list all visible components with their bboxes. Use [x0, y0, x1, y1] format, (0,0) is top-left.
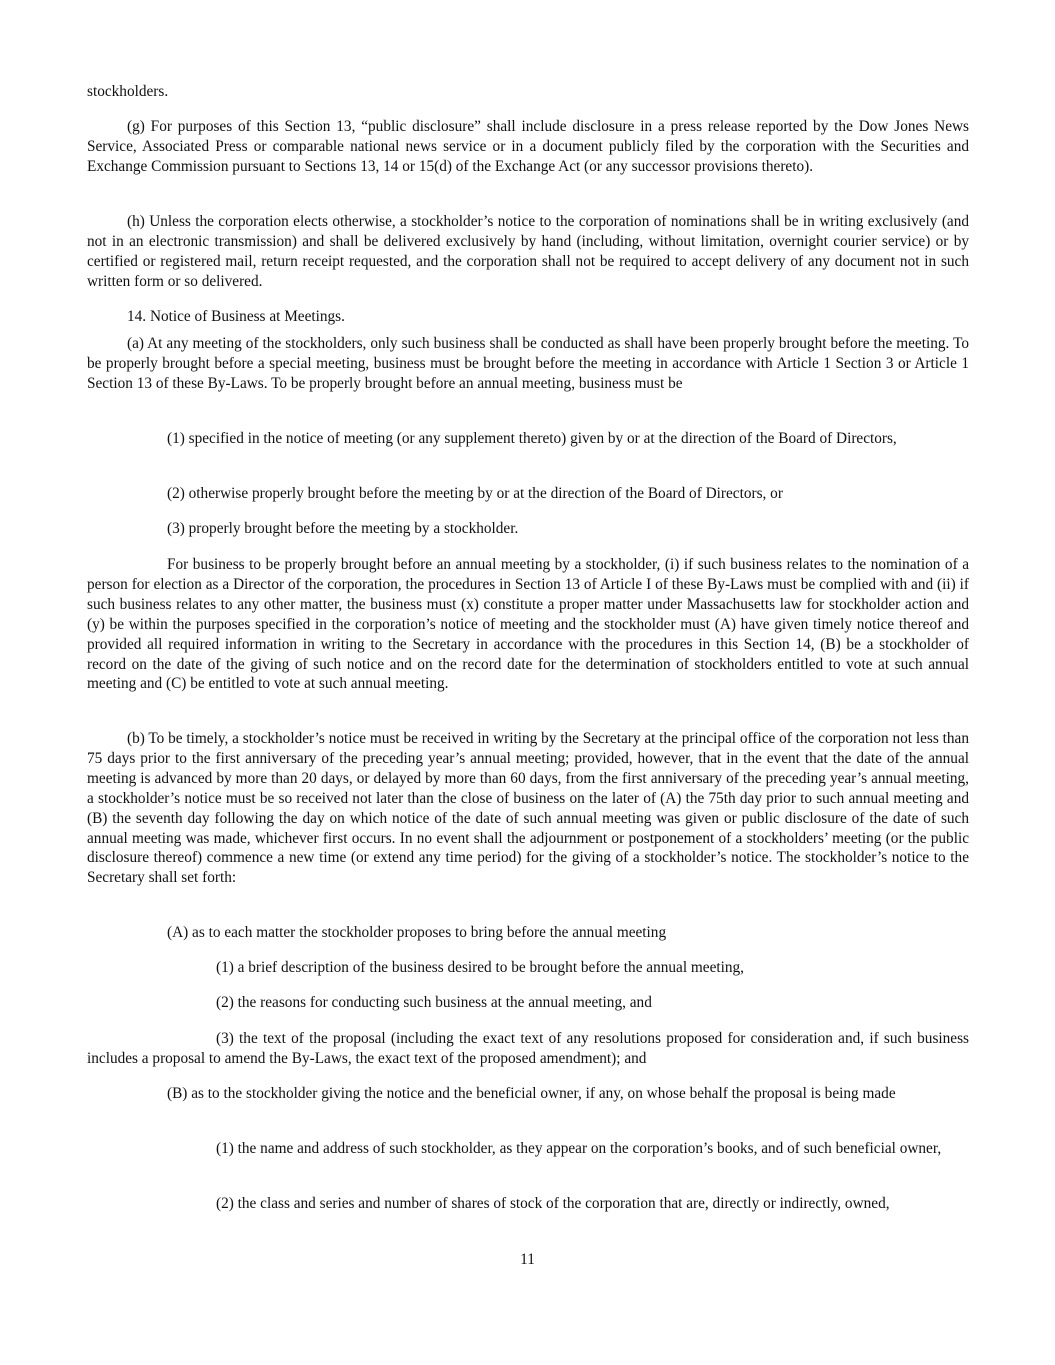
item-14a-2: (2) otherwise properly brought before the meeting by or at the direction of the Board of Directors, or [167, 485, 783, 502]
item-14b-A-1: (1) a brief description of the business desired to be brought before the annual meeting, [216, 959, 745, 976]
item-14b-A-3: (3) the text of the proposal (including the exact text of any resolutions proposed for consideration and, if such business includes a proposal to amend the By-Laws, the exact text of the proposed amendment); and [87, 1030, 969, 1067]
item-14b-B-2: (2) the class and series and number of shares of stock of the corporation that are, directly or indirectly, owned, [216, 1195, 890, 1212]
item-14a-3: (3) properly brought before the meeting by a stockholder. [167, 520, 519, 537]
item-14b-B-1: (1) the name and address of such stockholder, as they appear on the corporation’s books, and of such beneficial owner, [216, 1140, 942, 1157]
item-14a-1: (1) specified in the notice of meeting (or any supplement thereto) given by or at the direction of the Board of Directors, [167, 430, 897, 447]
page-number: 11 [520, 1251, 535, 1268]
section-heading-14: 14. Notice of Business at Meetings. [127, 308, 345, 325]
paragraph-business-requirements: For business to be properly brought before an annual meeting by a stockholder, (i) if such business relates to the nomination of a person for election as a Director of the corporation, the procedures in Section 13 of Article I of these By-Laws must be complied with and (ii) if such business relates to any other matter, the business must (x) constitute a proper matter under Massachusetts law for stockholder action and (y) be within the purposes specified in the corporation’s notice of meeting and the stockholder must (A) have given timely notice thereof and provided all required information in writing to the Secretary in accordance with the procedures in this Section 14, (B) be a stockholder of record on the date of the giving of such notice and on the record date for the determination of stockholders entitled to vote at such annual meeting and (C) be entitled to vote at such annual meeting. [87, 556, 969, 693]
item-14b-A-2: (2) the reasons for conducting such business at the annual meeting, and [216, 994, 652, 1011]
paragraph-14b: (b) To be timely, a stockholder’s notice must be received in writing by the Secretary at the principal office of the corporation not less than 75 days prior to the first anniversary of the preceding year’s annual meeting; provided, however, that in the event that the date of the annual meeting is advanced by more than 20 days, or delayed by more than 60 days, from the first anniversary of the preceding year’s annual meeting, a stockholder’s notice must be so received not later than the close of business on the later of (A) the 75th day prior to such annual meeting and (B) the seventh day following the day on which notice of the date of such annual meeting was given or public disclosure of the date of such annual meeting was made, whichever first occurs. In no event shall the adjournment or postponement of a stockholders’ meeting (or the public disclosure thereof) commence a new time (or extend any time period) for the giving of a stockholder’s notice. The stockholder’s notice to the Secretary shall set forth: [87, 730, 969, 887]
paragraph-13h: (h) Unless the corporation elects otherwise, a stockholder’s notice to the corporation of nominations shall be in writing exclusively (and not in an electronic transmission) and shall be delivered exclusively by hand (including, without limitation, overnight courier service) or by certified or registered mail, return receipt requested, and the corporation shall not be required to accept delivery of any document not in such written form or so delivered. [87, 213, 969, 290]
paragraph-continuation: stockholders. [87, 83, 169, 100]
paragraph-14a: (a) At any meeting of the stockholders, only such business shall be conducted as shall have been properly brought before the meeting. To be properly brought before a special meeting, business must be brought before the meeting in accordance with Article 1 Section 3 or Article 1 Section 13 of these By-Laws. To be properly brought before an annual meeting, business must be [87, 335, 969, 392]
paragraph-13g: (g) For purposes of this Section 13, “public disclosure” shall include disclosure in a press release reported by the Dow Jones News Service, Associated Press or comparable national news service or in a document publicly filed by the corporation with the Securities and Exchange Commission pursuant to Sections 13, 14 or 15(d) of the Exchange Act (or any successor provisions thereto). [87, 118, 969, 175]
item-14b-A: (A) as to each matter the stockholder proposes to bring before the annual meeting [167, 924, 667, 941]
item-14b-B: (B) as to the stockholder giving the notice and the beneficial owner, if any, on whose behalf the proposal is being made [167, 1085, 896, 1102]
